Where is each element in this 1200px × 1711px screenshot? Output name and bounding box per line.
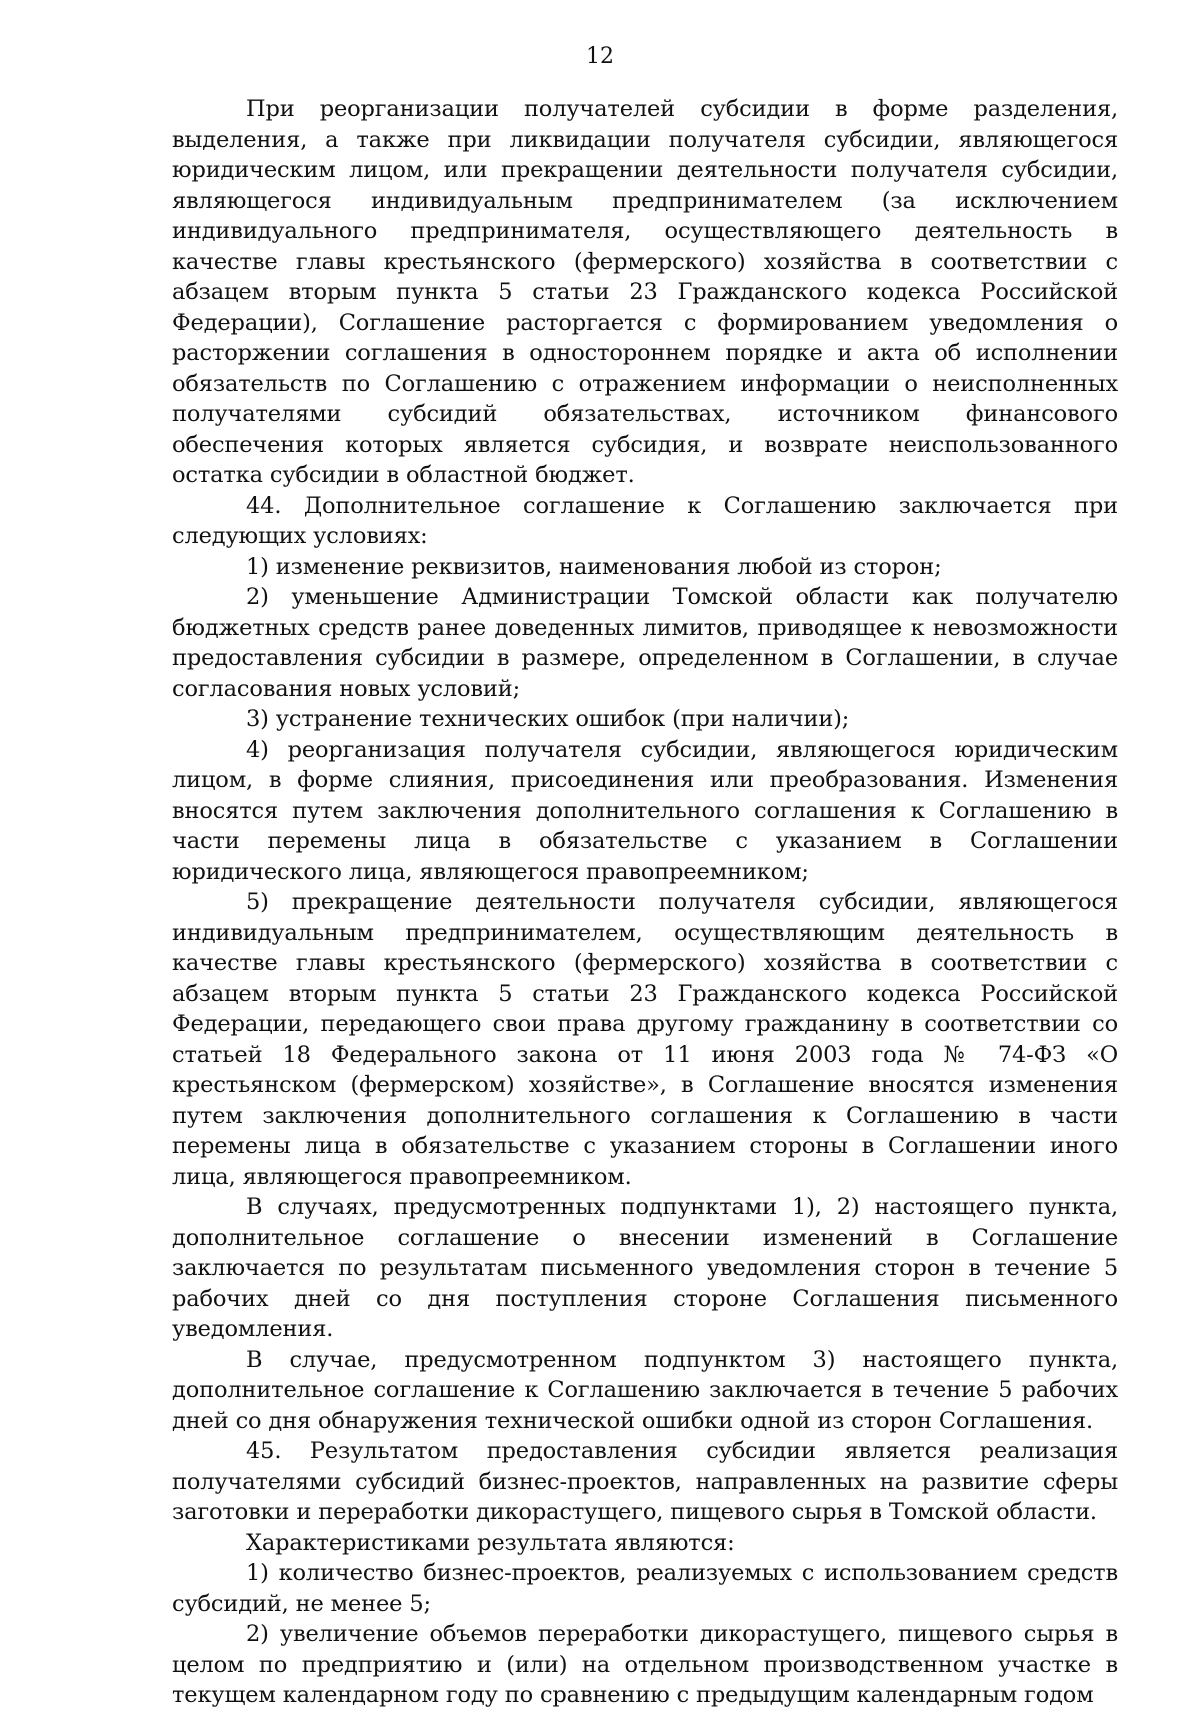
paragraph-44-item-1: 1) изменение реквизитов, наименования любой из сторон;: [246, 553, 942, 580]
paragraph-44-item-3: 3) устранение технических ошибок (при наличии);: [246, 706, 850, 732]
paragraph-44-item-4: 4) реорганизация получателя субсидии, являющегося юридическим лицом, в форме слияния, присоединения или преобразования. Изменения вносятся путем заключения дополнительного соглашения к Соглашению в части перемены лица в обязательстве с указанием в Соглашении юридического лица, являющегося правопреемником;: [172, 736, 1118, 885]
paragraph-45-heading: 45. Результатом предоставления субсидии является реализация получателями субсидий бизнес-проектов, направленных на развитие сферы заготовки и переработки дикорастущего, пищевого сырья в Томской области.: [172, 1438, 1118, 1525]
paragraph-case-3: В случае, предусмотренном подпунктом 3) настоящего пункта, дополнительное соглашение к Соглашению заключается в течение 5 рабочих дней со дня обнаружения технической ошибки одной из сторон Соглашения.: [172, 1346, 1118, 1434]
paragraph-44-item-2: 2) уменьшение Администрации Томской области как получателю бюджетных средств ранее доведенных лимитов, приводящее к невозможности предоставления субсидии в размере, определенном в Соглашении, в случае согласования новых условий;: [172, 584, 1118, 702]
paragraph-characteristics: Характеристиками результата являются:: [246, 1529, 735, 1556]
paragraph-characteristic-2: 2) увеличение объемов переработки дикорастущего, пищевого сырья в целом по предприятию и (или) на отдельном производственном участке в текущем календарном году по сравнению с предыдущим календарным годом: [172, 1621, 1118, 1708]
paragraph-reorganization: При реорганизации получателей субсидии в форме разделения, выделения, а также при ликвидации получателя субсидии, являющегося юридическим лицом, или прекращении деятельности получателя субсидии, являющегося индивидуальным предпринимателем (за исключением индивидуального предпринимателя, осуществляющего деятельность в качестве главы крестьянского (фермерского) хозяйства в соответствии с абзацем вторым пункта 5 статьи 23 Гражданского кодекса Российской Федерации), Соглашение расторгается с формированием уведомления о расторжении соглашения в одностороннем порядке и акта об исполнении обязательств по Соглашению с отражением информации о неисполненных получателями субсидий обязательствах, источником финансового обеспечения которых является субсидия, и возврате неиспользованного остатка субсидии в областной бюджет.: [172, 96, 1118, 488]
paragraph-characteristic-1: 1) количество бизнес-проектов, реализуемых с использованием средств субсидий, не менее 5;: [172, 1560, 1118, 1617]
page-number: 12: [586, 44, 614, 69]
paragraph-cases-1-2: В случаях, предусмотренных подпунктами 1), 2) настоящего пункта, дополнительное соглашение о внесении изменений в Соглашение заключается по результатам письменного уведомления сторон в течение 5 рабочих дней со дня поступления стороне Соглашения письменного уведомления.: [172, 1194, 1118, 1342]
paragraph-44-item-5: 5) прекращение деятельности получателя субсидии, являющегося индивидуальным предпринимателем, осуществляющим деятельность в качестве главы крестьянского (фермерского) хозяйства в соответствии с абзацем вторым пункта 5 статьи 23 Гражданского кодекса Российской Федерации, передающего свои права другому гражданину в соответствии со статьей 18 Федерального закона от 11 июня 2003 года № 74-ФЗ «О крестьянском (фермерском) хозяйстве», в Соглашение вносятся изменения путем заключения дополнительного соглашения к Соглашению в части перемены лица в обязательстве с указанием стороны в Соглашении иного лица, являющегося правопреемником.: [172, 889, 1118, 1190]
paragraph-44-heading: 44. Дополнительное соглашение к Соглашению заключается при следующих условиях:: [172, 492, 1118, 549]
document-body: [172, 94, 1118, 1711]
